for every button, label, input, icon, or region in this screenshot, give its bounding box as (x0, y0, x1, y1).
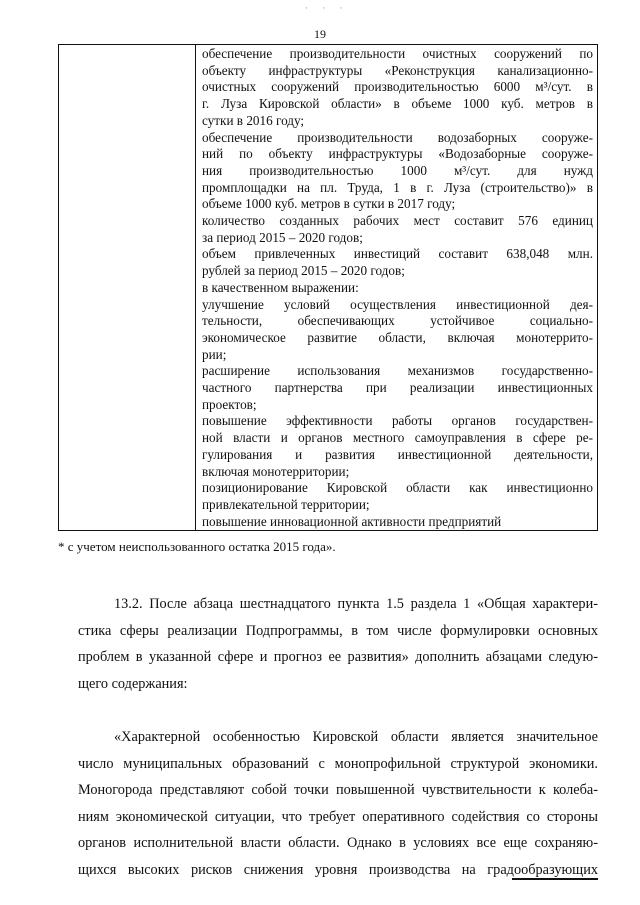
table-text-line: промплощадки на пл. Труда, 1 в г. Луза (строительство)» в (202, 179, 593, 195)
paragraph-line: щихся высоких рисков снижения уровня производства на градообразующих (78, 861, 598, 878)
paragraph-line: щего содержания: (78, 675, 188, 692)
table-text-line: ния производительностью 1000 м³/сут. для нужд (202, 162, 593, 178)
table-text-line: повышение инновационной активности предприятий (202, 513, 502, 529)
footer-rule (512, 878, 598, 880)
scan-specks: · · · (305, 3, 349, 13)
paragraph-line: ниям экономической ситуации, что требует оперативного содействия со стороны (78, 808, 598, 825)
table-left-cell (59, 45, 196, 531)
paragraph-13-2 (78, 591, 598, 697)
table-text-line: расширение использования механизмов государственно- (202, 363, 593, 379)
paragraph-quote (78, 724, 598, 883)
paragraph-line: проблем в указанной сфере и прогноз ее развития» дополнить абзацами следую- (78, 649, 598, 665)
table-right-cell (196, 45, 598, 531)
paragraph-line: стика сферы реализации Подпрограммы, в том числе формулировки основных (78, 622, 598, 639)
paragraph-line: «Характерной особенностью Кировской области является значительное (114, 729, 598, 745)
table-text-line: повышение эффективности работы органов государствен- (202, 413, 593, 429)
table-text-line: улучшение условий осуществления инвестиционной дея- (202, 296, 593, 312)
paragraph-line: Моногорода представляют собой точки повышенной чувствительности к колеба- (78, 782, 598, 798)
table-text-line: обеспечение производительности водозаборных сооруже- (202, 129, 593, 145)
table-text-line: сутки в 2016 году; (202, 112, 305, 128)
table-text-line: включая монотерритории; (202, 463, 350, 479)
table-text-line: объеме 1000 куб. метров в сутки в 2017 году; (202, 196, 456, 212)
table-text-line: позиционирование Кировской области как инвестиционно (202, 480, 593, 496)
paragraph-line: 13.2. После абзаца шестнадцатого пункта 1.5 раздела 1 «Общая характери- (114, 596, 598, 612)
table-text-line: рублей за период 2015 – 2020 годов; (202, 263, 405, 279)
table-row (59, 45, 598, 531)
table-text-line: экономическое развитие области, включая монотеррито- (202, 329, 593, 345)
table-text-line: г. Луза Кировской области» в объеме 1000 куб. метров в (202, 96, 593, 112)
table-text-line: объем привлеченных инвестиций составит 638,048 млн. (202, 246, 593, 262)
table-text-line: проектов; (202, 396, 257, 412)
table-text-line: обеспечение производительности очистных сооружений по (202, 46, 593, 61)
paragraph-line: органов исполнительной власти области. Однако в условиях все еще сохраняю- (78, 835, 598, 851)
table-text-line: привлекательной территории; (202, 496, 370, 512)
table-text-line: количество созданных рабочих мест составит 576 единиц (202, 213, 593, 229)
table-text-line: частного партнерства при реализации инвестиционных (202, 380, 593, 396)
table-text-line: ний по объекту инфраструктуры «Водозаборные сооруже- (202, 146, 593, 162)
table-text-line: тельности, обеспечивающих устойчивое социально- (202, 313, 593, 329)
table-footnote: * с учетом неиспользованного остатка 2015 года». (58, 539, 336, 554)
page-number: 19 (314, 27, 326, 41)
indicators-table (58, 44, 598, 531)
table-text-line: ной власти и органов местного самоуправления в сфере ре- (202, 430, 593, 446)
table-text-line: объекту инфраструктуры «Реконструкция канализационно- (202, 62, 593, 78)
table-text-line: очистных сооружений производительностью 6000 м³/сут. в (202, 79, 593, 95)
table-text-line: рии; (202, 346, 227, 362)
paragraph-line: число муниципальных образований с монопрофильной структурой экономики. (78, 755, 598, 772)
table-text-line: за период 2015 – 2020 годов; (202, 229, 363, 245)
table-text-line: гулирования и развития инвестиционной деятельности, (202, 446, 593, 462)
table-text-line: в качественном выражении: (202, 279, 359, 295)
